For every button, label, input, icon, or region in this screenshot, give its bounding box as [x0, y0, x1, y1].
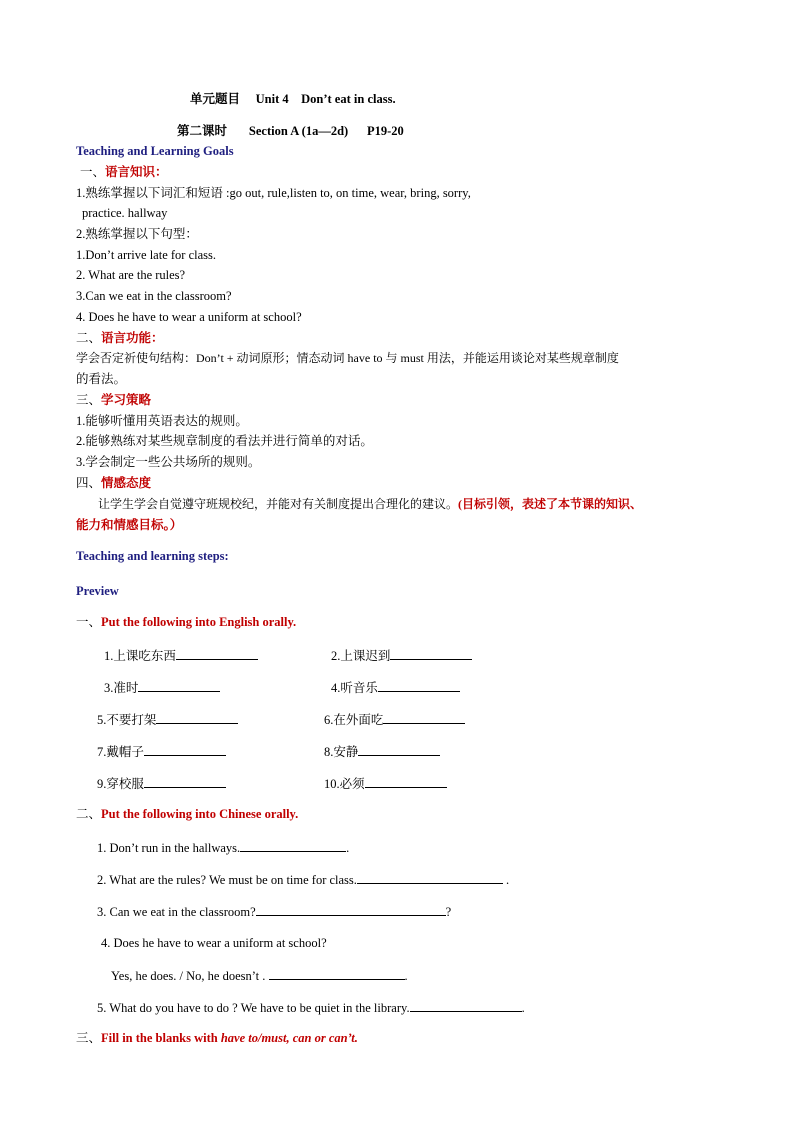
- answer-blank[interactable]: [176, 647, 258, 660]
- answer-blank[interactable]: [383, 711, 465, 724]
- translation-item: 1. Don’t run in the hallways. .: [97, 841, 350, 855]
- ex2-num: 二、: [76, 807, 102, 821]
- translation-item: 2. What are the rules? We must be on time for class. .: [97, 873, 510, 887]
- lesson-line: [177, 123, 404, 139]
- s3-title: 学习策略: [101, 393, 152, 407]
- s4-num: 四、: [76, 476, 102, 490]
- ex2-title: Put the following into Chinese orally.: [101, 807, 299, 821]
- unit-label: 单元题目: [190, 92, 241, 106]
- s2-title: 语言功能：: [101, 331, 164, 345]
- s4-line1: [98, 496, 642, 512]
- vocab-item: 6.在外面吃: [324, 711, 465, 728]
- goals-title: Teaching and Learning Goals: [76, 144, 234, 158]
- s1-line2: 2.熟练掌握以下句型：: [76, 227, 198, 241]
- vocab-item: 8.安静: [324, 743, 440, 760]
- goals-s3-heading: [76, 392, 151, 408]
- s2-line2: 的看法。: [76, 372, 127, 386]
- answer-blank[interactable]: [358, 743, 440, 756]
- answer-blank[interactable]: [144, 743, 226, 756]
- answer-blank[interactable]: [378, 679, 460, 692]
- lesson-label: 第二课时: [177, 124, 228, 138]
- s2-line1: 学会否定祈使句结构：Don’t + 动词原形；情态动词 have to 与 must 用法，并能运用谈论对某些规章制度: [76, 351, 619, 365]
- sentence-item: 4. Does he have to wear a uniform at school?: [76, 310, 302, 324]
- vocab-item: 2.上课迟到: [331, 647, 472, 664]
- steps-title: Teaching and learning steps:: [76, 549, 229, 563]
- s1-line1b: practice. hallway: [82, 206, 168, 220]
- translation-answer: Yes, he does. / No, he doesn’t . .: [111, 969, 408, 983]
- ex3-num: 三、: [76, 1031, 102, 1045]
- ex2-heading: [76, 806, 298, 822]
- s4-title: 情感态度: [101, 476, 152, 490]
- sentence-item: 1.Don’t arrive late for class.: [76, 248, 216, 262]
- s1-line1: 1.熟练掌握以下词汇和短语 :go out, rule,listen to, on time, wear, bring, sorry,: [76, 186, 471, 200]
- vocab-item: 9.穿校服: [97, 775, 226, 792]
- strategy-item: 3.学会制定一些公共场所的规则。: [76, 455, 261, 469]
- page-range: P19-20: [366, 124, 404, 138]
- answer-blank[interactable]: [357, 871, 503, 884]
- answer-blank[interactable]: [365, 775, 447, 788]
- vocab-item: 1.上课吃东西: [104, 647, 258, 664]
- section-label: Section A (1a—2d): [248, 124, 349, 138]
- goals-s2-heading: [76, 330, 164, 346]
- translation-item: 5. What do you have to do ? We have to be quiet in the library. .: [97, 1001, 525, 1015]
- ex3-title: Fill in the blanks with: [101, 1031, 221, 1045]
- strategy-item: 1.能够听懂用英语表达的规则。: [76, 414, 248, 428]
- ex1-num: 一、: [76, 615, 102, 629]
- unit-title: Unit 4 Don’t eat in class.: [255, 92, 396, 106]
- ex1-heading: [76, 614, 296, 630]
- s4-text: 让学生学会自觉遵守班规校纪，并能对有关制度提出合理化的建议。: [98, 497, 459, 511]
- vocab-item: 5.不要打架: [97, 711, 238, 728]
- vocab-item: 3.准时: [104, 679, 220, 696]
- answer-blank[interactable]: [390, 647, 472, 660]
- sentence-item: 3.Can we eat in the classroom?: [76, 289, 232, 303]
- goals-s1-heading: [80, 164, 168, 180]
- ex1-title: Put the following into English orally.: [101, 615, 297, 629]
- answer-blank[interactable]: [144, 775, 226, 788]
- s2-num: 二、: [76, 331, 102, 345]
- answer-blank[interactable]: [256, 903, 446, 916]
- answer-blank[interactable]: [269, 967, 405, 980]
- vocab-item: 4.听音乐: [331, 679, 460, 696]
- answer-blank[interactable]: [240, 839, 346, 852]
- ex3-title-italic: have to/must, can or can’t.: [220, 1031, 358, 1045]
- strategy-item: 2.能够熟练对某些规章制度的看法并进行简单的对话。: [76, 434, 373, 448]
- translation-item: 4. Does he have to wear a uniform at school?: [101, 936, 327, 950]
- answer-blank[interactable]: [138, 679, 220, 692]
- goals-s4-heading: [76, 475, 151, 491]
- answer-blank[interactable]: [410, 999, 522, 1012]
- preview-title: Preview: [76, 584, 119, 598]
- unit-line: [190, 91, 396, 107]
- ex3-heading: [76, 1030, 358, 1046]
- s4-note-cont: 能力和情感目标。）: [76, 518, 183, 532]
- s1-num: 一、: [80, 165, 106, 179]
- s3-num: 三、: [76, 393, 102, 407]
- answer-blank[interactable]: [156, 711, 238, 724]
- s1-title: 语言知识：: [105, 165, 168, 179]
- s4-note: (目标引领，表述了本节课的知识、: [458, 497, 643, 511]
- sentence-item: 2. What are the rules?: [76, 268, 186, 282]
- vocab-item: 7.戴帽子: [97, 743, 226, 760]
- vocab-item: 10.必须: [324, 775, 447, 792]
- translation-item: 3. Can we eat in the classroom? ?: [97, 905, 452, 919]
